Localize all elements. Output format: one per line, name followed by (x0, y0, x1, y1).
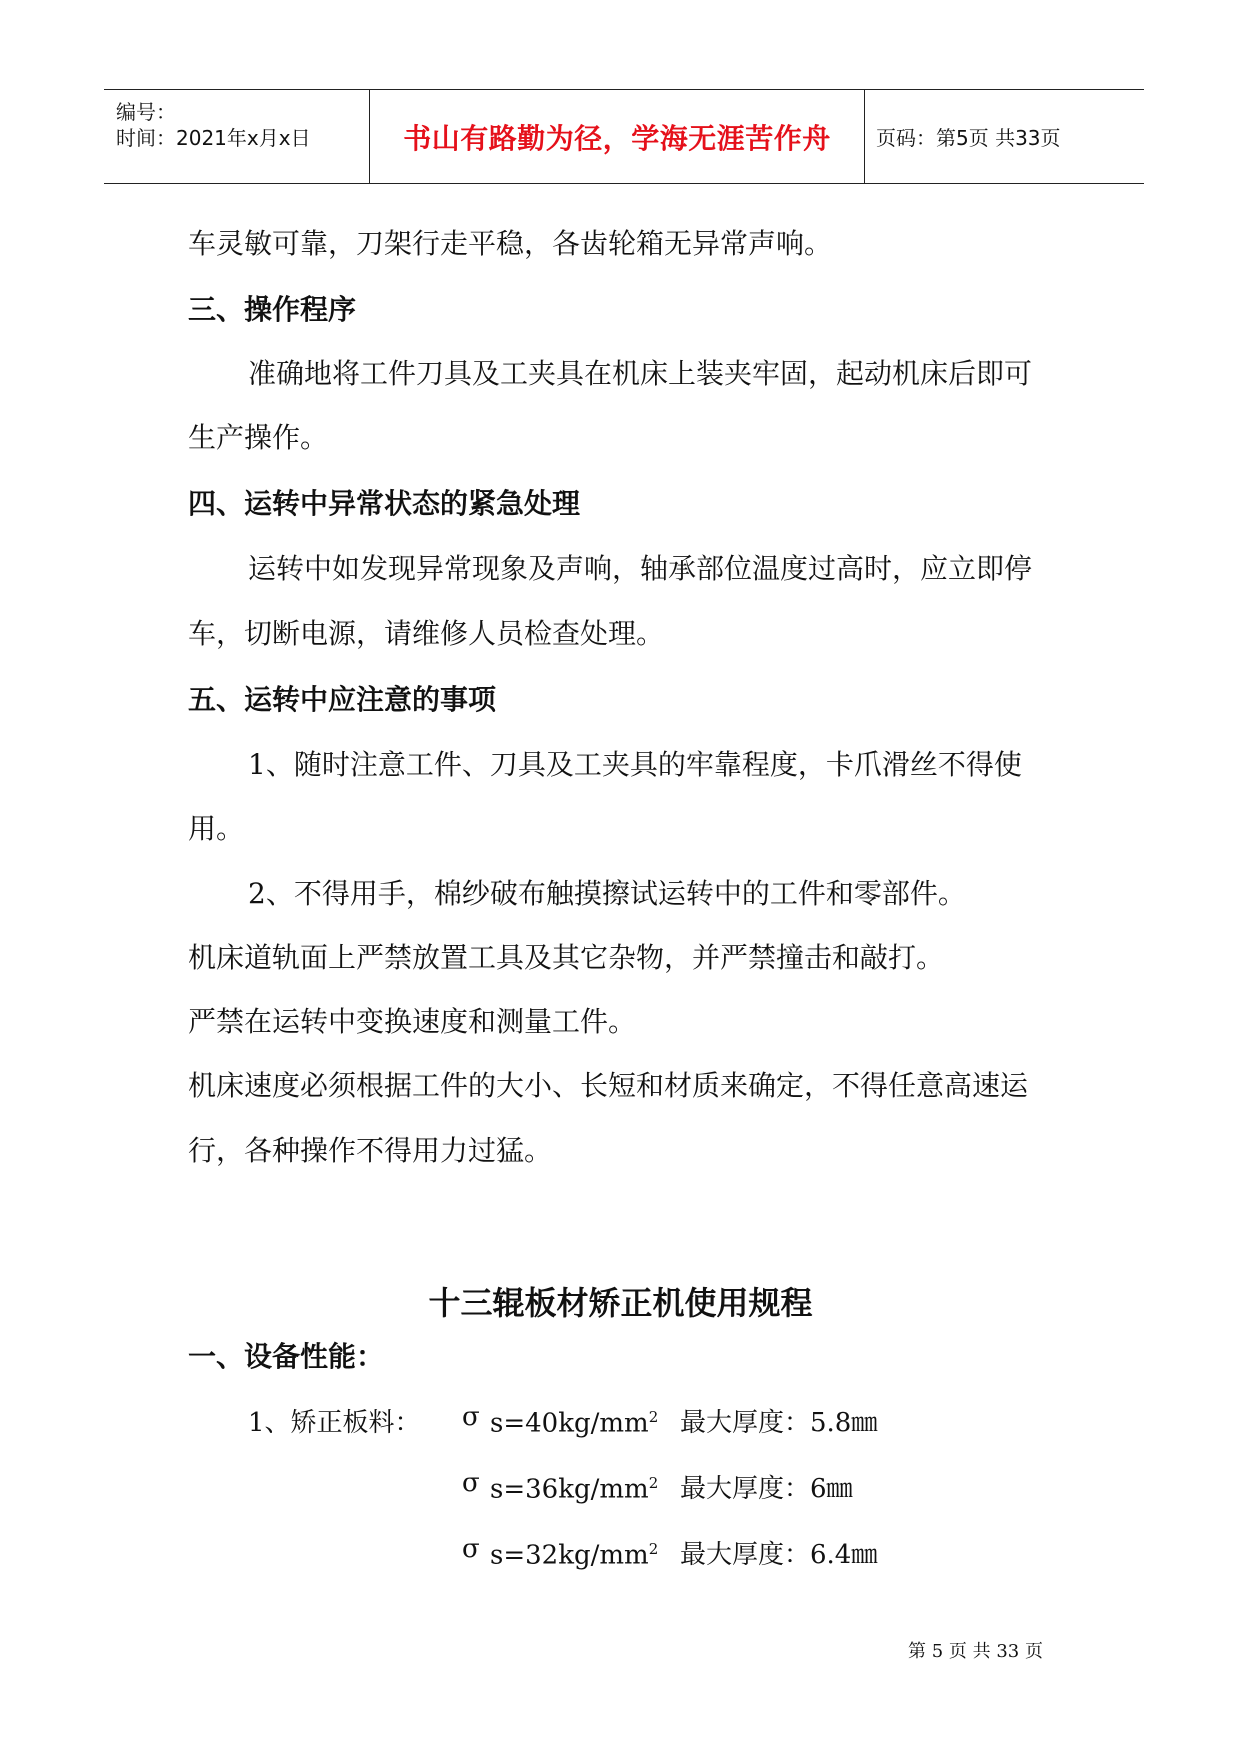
body-line: 2、不得用手，棉纱破布触摸擦试运转中的工件和零部件。 (248, 877, 966, 910)
body-line: 车灵敏可靠，刀架行走平稳，各齿轮箱无异常声响。 (188, 227, 833, 260)
sigma-symbol: σ (462, 1468, 480, 1498)
spec-thickness: 最大厚度：5.8㎜ (680, 1408, 878, 1438)
body-line: 机床道轨面上严禁放置工具及其它杂物，并严禁撞击和敲打。 (188, 941, 945, 974)
header-page-cell (864, 90, 1144, 183)
page-footer: 第 5 页 共 33 页 (908, 1641, 1043, 1662)
section-title: 十三辊板材矫正机使用规程 (428, 1284, 813, 1322)
header-motto: 书山有路勤为径，学海无涯苦作舟 (403, 121, 831, 155)
body-line: 车，切断电源，请维修人员检查处理。 (188, 617, 665, 650)
page-header (104, 89, 1144, 184)
spec-thickness: 最大厚度：6㎜ (680, 1474, 853, 1504)
subheading: 一、设备性能： (188, 1340, 385, 1373)
body-line: 行，各种操作不得用力过猛。 (188, 1134, 553, 1167)
body-line: 运转中如发现异常现象及声响，轴承部位温度过高时，应立即停 (248, 552, 1033, 585)
body-line: 准确地将工件刀具及工夹具在机床上装夹牢固，起动机床后即可 (248, 357, 1033, 390)
header-motto-cell (369, 90, 865, 183)
body-line: 用。 (188, 812, 245, 845)
body-line: 机床速度必须根据工件的大小、长短和材质来确定，不得任意高速运 (188, 1069, 1029, 1102)
section-heading: 三、操作程序 (188, 293, 357, 326)
section-heading: 五、运转中应注意的事项 (188, 683, 497, 716)
header-page-info: 页码：第5页 共33页 (876, 126, 1061, 150)
spec-label: 1、矫正板料： (248, 1408, 421, 1438)
header-left-cell (104, 90, 369, 183)
spec-strength: $s=36kg/mm^2$ (490, 1474, 659, 1505)
spec-strength: $s=32kg/mm^2$ (490, 1540, 659, 1571)
body-line: 1、随时注意工件、刀具及工夹具的牢靠程度，卡爪滑丝不得使 (248, 748, 1022, 781)
body-line: 生产操作。 (188, 421, 329, 454)
document-number: 编号： (116, 100, 176, 124)
body-line: 严禁在运转中变换速度和测量工件。 (188, 1005, 637, 1038)
sigma-symbol: σ (462, 1402, 480, 1432)
document-time: 时间：2021年x月x日 (116, 126, 311, 150)
sigma-symbol: σ (462, 1534, 480, 1564)
section-heading: 四、运转中异常状态的紧急处理 (188, 487, 581, 520)
spec-strength: $s=40kg/mm^2$ (490, 1408, 659, 1439)
spec-thickness: 最大厚度：6.4㎜ (680, 1540, 878, 1570)
